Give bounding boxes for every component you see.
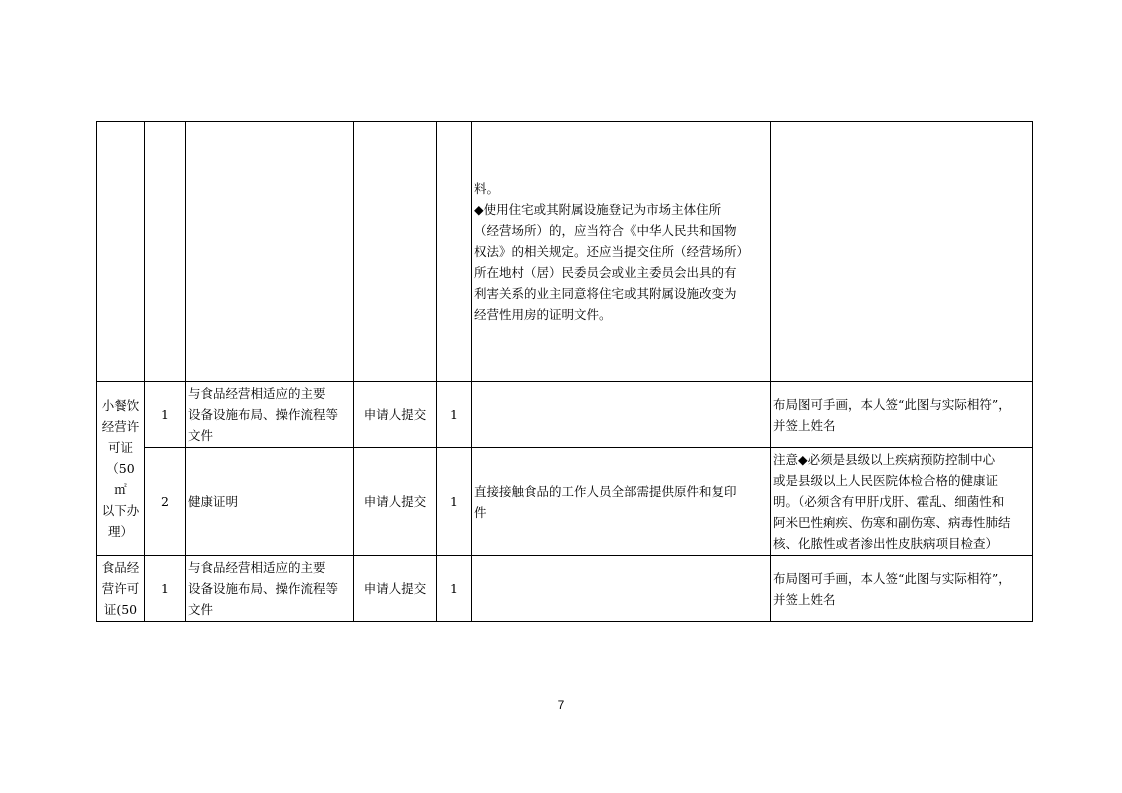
requirement-cell (472, 556, 771, 622)
material-line: 文件 (188, 428, 214, 443)
requirement-line: （经营场所）的，应当符合《中华人民共和国物 (474, 223, 737, 238)
category-line: 营许可 (101, 581, 140, 596)
requirement-line: 件 (474, 504, 487, 520)
category-line: 理） (107, 524, 133, 539)
requirement-cell (472, 382, 771, 448)
requirement-line: 料。 (474, 181, 500, 196)
number-cell: 1 (145, 382, 186, 448)
number-cell (145, 122, 186, 382)
material-cell (186, 448, 354, 556)
number-cell: 2 (145, 448, 186, 556)
requirement-line: 经营性用房的证明文件。 (474, 307, 612, 322)
note-line: 并签上姓名 (773, 591, 836, 607)
source-cell: 申请人提交 (354, 556, 437, 622)
source-cell (354, 122, 437, 382)
requirement-line: 利害关系的业主同意将住宅或其附属设施改变为 (474, 286, 737, 301)
material-line: 设备设施布局、操作流程等 (188, 407, 339, 422)
copies-cell (437, 122, 472, 382)
material-line: 与食品经营相适应的主要 (188, 386, 326, 401)
materials-table (96, 121, 1033, 622)
note-line: 并签上姓名 (773, 417, 836, 433)
material-line: 设备设施布局、操作流程等 (188, 581, 339, 596)
category-line: 小餐饮 (101, 398, 140, 413)
category-cell (97, 556, 145, 622)
requirement-line: 直接接触食品的工作人员全部需提供原件和复印 (474, 483, 737, 499)
requirement-line: 权法》的相关规定。还应当提交住所（经营场所） (474, 244, 750, 259)
material-cell (186, 382, 354, 448)
category-line: 以下办 (101, 503, 140, 518)
requirement-line: 所在地村（居）民委员会或业主委员会出具的有 (474, 265, 737, 280)
copies-cell: 1 (437, 556, 472, 622)
page-number: 7 (557, 698, 565, 712)
note-line: 布局图可手画，本人签“此图与实际相符”， (773, 570, 1011, 586)
category-line: 证(50 (103, 602, 138, 617)
requirement-cell (472, 122, 771, 382)
category-line: 食品经 (101, 560, 140, 575)
table-row (97, 382, 1033, 448)
material-cell (186, 556, 354, 622)
note-line: 或是县级以上人民医院体检合格的健康证 (773, 473, 999, 488)
note-line: 注意◆必须是县级以上疾病预防控制中心 (773, 452, 996, 467)
table-row (97, 556, 1033, 622)
category-line: 可证 (107, 440, 133, 455)
category-cell (97, 122, 145, 382)
note-line: 阿米巴性痢疾、伤寒和副伤寒、病毒性肺结 (773, 515, 1011, 530)
note-cell (771, 556, 1033, 622)
note-line: 布局图可手画，本人签“此图与实际相符”， (773, 396, 1011, 412)
note-cell (771, 382, 1033, 448)
note-cell (771, 448, 1033, 556)
copies-cell: 1 (437, 382, 472, 448)
table-row (97, 122, 1033, 382)
number-cell: 1 (145, 556, 186, 622)
material-line: 文件 (188, 602, 214, 617)
material-line: 与食品经营相适应的主要 (188, 560, 326, 575)
material-line: 健康证明 (188, 494, 239, 509)
table-row (97, 448, 1033, 556)
category-line: （50 ㎡ (106, 461, 135, 497)
requirement-line: ◆使用住宅或其附属设施登记为市场主体住所 (474, 202, 722, 217)
source-cell: 申请人提交 (354, 382, 437, 448)
source-cell: 申请人提交 (354, 448, 437, 556)
category-cell (97, 382, 145, 556)
note-line: 明。（必须含有甲肝戊肝、霍乱、细菌性和 (773, 494, 1005, 509)
category-line: 经营许 (101, 419, 140, 434)
copies-cell: 1 (437, 448, 472, 556)
requirement-cell (472, 448, 771, 556)
note-cell (771, 122, 1033, 382)
note-line: 核、化脓性或者渗出性皮肤病项目检查） (773, 536, 999, 551)
material-cell (186, 122, 354, 382)
